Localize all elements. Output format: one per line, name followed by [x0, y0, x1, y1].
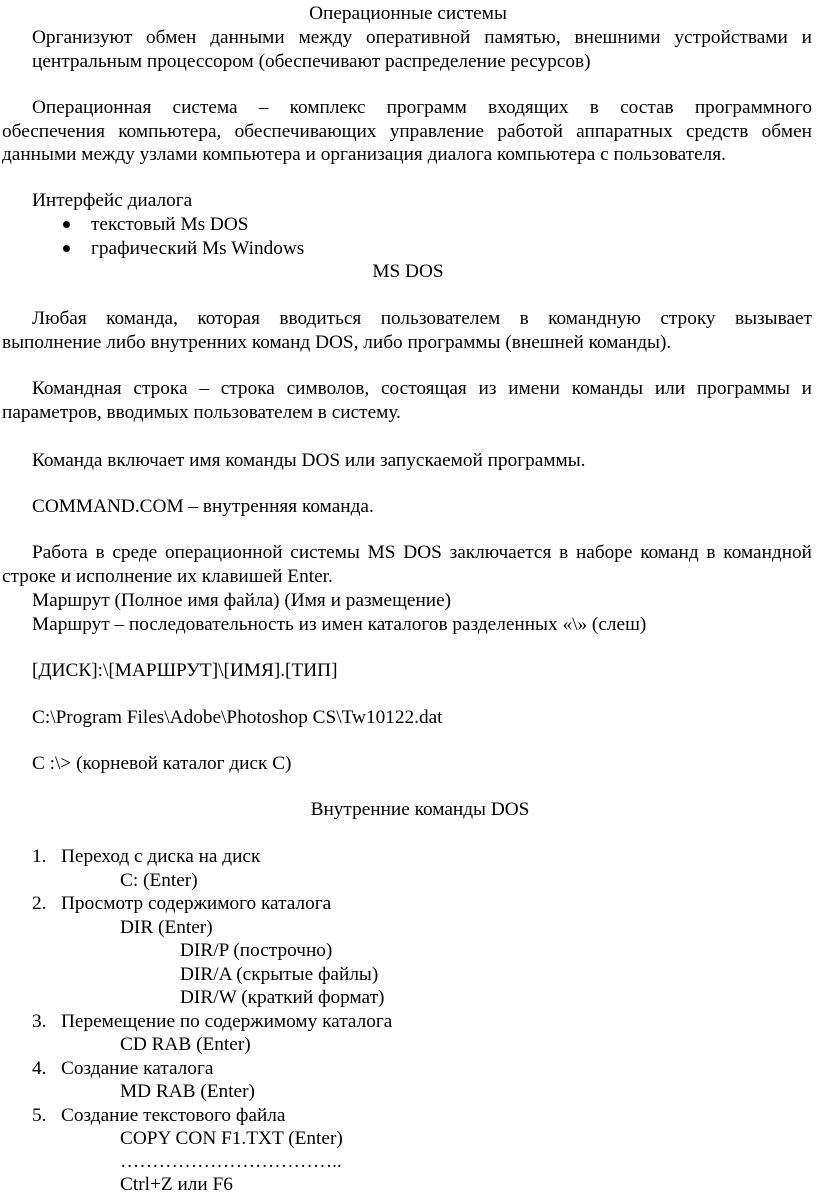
route-example: C:\Program Files\Adobe\Photoshop CS\Tw10122.dat	[32, 707, 443, 728]
route-line2: Маршрут – последовательность из имен каталогов разделенных «\» (слеш)	[32, 614, 647, 635]
command-example: Ctrl+Z или F6	[120, 1174, 233, 1195]
command-label: Создание текстового файла	[61, 1105, 286, 1126]
para7-line2: строке и исполнение их клавишей Enter.	[2, 566, 333, 587]
para2-line1: Операционная система – комплекс программ входящих в состав программного	[32, 97, 812, 118]
page-title: Операционные системы	[309, 3, 507, 24]
para6: COMMAND.COM – внутренняя команда.	[32, 496, 374, 517]
command-sub-option: DIR/P (построчно)	[180, 940, 333, 961]
para3-line2: выполнение либо внутренних команд DOS, либо программы (внешней команды).	[2, 332, 672, 353]
command-example: MD RAB (Enter)	[120, 1081, 255, 1102]
route-line1: Маршрут (Полное имя файла) (Имя и размещение)	[32, 590, 452, 611]
command-sub-option: DIR/A (скрытые файлы)	[180, 964, 379, 985]
interface-item-text: текстовый Ms DOS	[91, 214, 249, 235]
interface-item-graphic: графический Ms Windows	[91, 238, 305, 259]
command-number: 3.	[32, 1011, 47, 1032]
para2-line3: данными между узлами компьютера и организация диалога компьютера с пользователя.	[2, 144, 726, 165]
command-example: C: (Enter)	[120, 870, 198, 891]
para1-line1: Организуют обмен данными между оперативной памятью, внешними устройствами и	[32, 27, 812, 48]
command-example: COPY CON F1.TXT (Enter)	[120, 1128, 343, 1149]
interface-heading: Интерфейс диалога	[32, 190, 193, 211]
msdos-heading: MS DOS	[372, 261, 444, 282]
para5: Команда включает имя команды DOS или запускаемой программы.	[32, 450, 586, 471]
command-number: 1.	[32, 846, 47, 867]
para1-line2: центральным процессором (обеспечивают распределение ресурсов)	[32, 51, 591, 72]
command-sub-option: DIR/W (краткий формат)	[180, 987, 385, 1008]
bullet-icon	[63, 221, 70, 228]
para4-line2: параметров, вводимых пользователем в систему.	[2, 402, 401, 423]
para4-line1: Командная строка – строка символов, состоящая из имени команды или программы и	[32, 378, 812, 399]
internal-commands-heading: Внутренние команды DOS	[310, 799, 530, 820]
route-format: [ДИСК]:\[МАРШРУТ]\[ИМЯ].[ТИП]	[32, 660, 338, 681]
command-number: 2.	[32, 893, 47, 914]
command-label: Перемещение по содержимому каталога	[61, 1011, 393, 1032]
root-example: C :\> (корневой каталог диск С)	[32, 753, 292, 774]
command-label: Просмотр содержимого каталога	[61, 893, 332, 914]
command-number: 4.	[32, 1058, 47, 1079]
para7-line1: Работа в среде операционной системы MS DOS заключается в наборе команд в командной	[32, 542, 812, 563]
command-label: Переход с диска на диск	[61, 846, 261, 867]
command-ellipsis: ……………………………..	[120, 1151, 342, 1172]
command-example: CD RAB (Enter)	[120, 1034, 251, 1055]
command-number: 5.	[32, 1105, 47, 1126]
bullet-icon	[63, 245, 70, 252]
para3-line1: Любая команда, которая вводиться пользователем в командную строку вызывает	[32, 308, 812, 329]
para2-line2: обеспечения компьютера, обеспечивающих управление работой аппаратных средств обмен	[2, 121, 812, 142]
command-label: Создание каталога	[61, 1058, 214, 1079]
command-example: DIR (Enter)	[120, 917, 213, 938]
